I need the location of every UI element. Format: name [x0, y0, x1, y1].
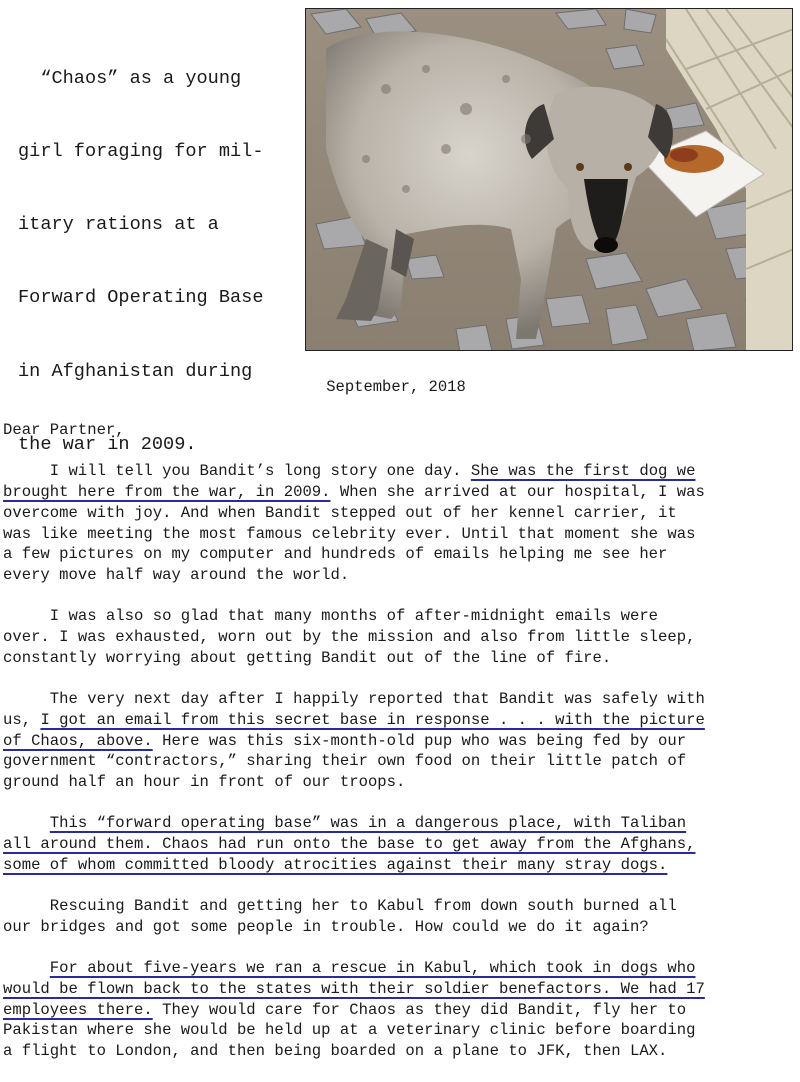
- paragraph-text: [3, 959, 50, 977]
- underlined-text: She was the first dog we: [470, 462, 696, 481]
- paragraph: [3, 813, 797, 875]
- underlined-text: This “forward operating base” was in a dangerous place, with Taliban: [49, 814, 687, 833]
- greeting: Dear Partner,: [3, 421, 125, 439]
- paragraph-text: They would care for Chaos as they did Bandit, fly her to Pakistan where she would be held up at a veterinary clinic before boarding a flight to London, and then being boarded on a plane to JFK, then LAX.: [3, 1000, 696, 1060]
- underlined-text: some of whom committed bloody atrocities against their many stray dogs.: [3, 855, 668, 874]
- paragraph-text: I will tell you Bandit’s long story one day.: [3, 462, 471, 481]
- underlined-text: For about five-years we ran a rescue in Kabul, which took in dogs who: [49, 959, 696, 978]
- dog-photo: [305, 8, 793, 351]
- paragraph-text: When she arrived at our hospital, I was overcome with joy. And when Bandit stepped out of her kennel carrier, it was like meeting the most famous celebrity ever. Until that moment she was a few pictures on my computer and hundreds of emails helping me see her every move half way around the world.: [3, 483, 705, 584]
- paragraph-text: [3, 814, 50, 832]
- paragraph-text: The very next day after I happily reported that Bandit was safely with us,: [3, 690, 705, 729]
- caption-line: “Chaos” as a young: [18, 67, 242, 89]
- caption-line: Forward Operating Base: [18, 287, 264, 309]
- underlined-text: all around them. Chaos had run onto the base to get away from the Afghans,: [3, 835, 696, 853]
- paragraph: [3, 958, 797, 1062]
- underlined-text: brought here from the war, in 2009.: [3, 483, 331, 502]
- caption-line: in Afghanistan during: [18, 360, 253, 382]
- paragraph: [3, 896, 797, 937]
- letter-date: September, 2018: [326, 378, 466, 396]
- paragraph-text: Rescuing Bandit and getting her to Kabul from down south burned all our bridges and got some people in trouble. How could we do it again?: [3, 897, 677, 936]
- underlined-text: of Chaos, above.: [3, 731, 153, 750]
- paragraph: [3, 606, 797, 668]
- underlined-text: I got an email from this secret base in response . . . with the picture: [40, 710, 705, 729]
- paragraph-text: I was also so glad that many months of after-midnight emails were over. I was exhausted, worn out by the mission and also from little sleep, constantly worrying about getting Bandit out of the line of fire.: [3, 607, 696, 667]
- letter-body: [3, 420, 797, 1082]
- caption-line: girl foraging for mil-: [18, 141, 264, 163]
- underlined-text: employees there.: [3, 1000, 153, 1019]
- paragraph: [3, 689, 797, 793]
- photo-caption: [18, 18, 290, 482]
- caption-line: the war in 2009.: [18, 433, 197, 455]
- underlined-text: would be flown back to the states with their soldier benefactors. We had 17: [3, 979, 705, 998]
- caption-line: itary rations at a: [18, 214, 219, 236]
- paragraph: [3, 461, 797, 585]
- paragraph-text: Here was this six-month-old pup who was being fed by our government “contractors,” sharing their own food on their little patch of ground half an hour in front of our troops.: [3, 731, 687, 791]
